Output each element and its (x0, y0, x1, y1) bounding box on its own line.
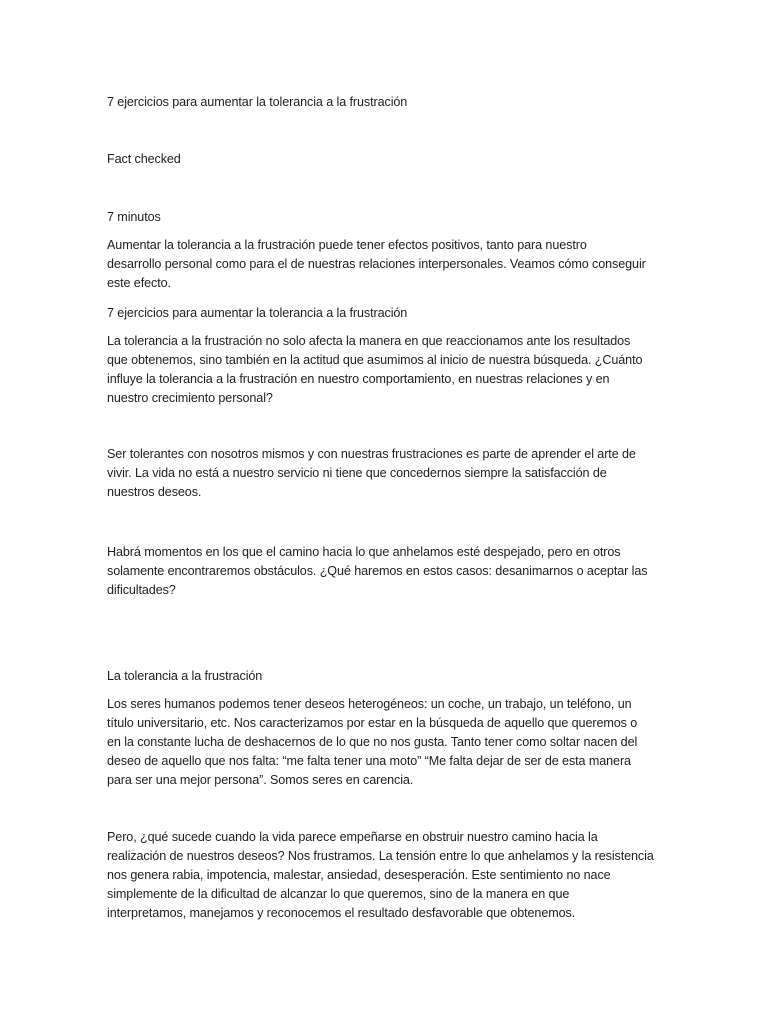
paragraph-5 (107, 828, 667, 923)
paragraph-line: interpretamos, manejamos y reconocemos el resultado desfavorable que obtenemos. (107, 906, 576, 920)
paragraph-line: influye la tolerancia a la frustración en nuestro comportamiento, en nuestras relaciones y en (107, 372, 610, 386)
paragraph-line: Ser tolerantes con nosotros mismos y con nuestras frustraciones es parte de aprender el arte de (107, 447, 636, 461)
paragraph-line: nuestro crecimiento personal? (107, 391, 273, 405)
fact-checked-label (107, 150, 667, 169)
paragraph-line: para ser una mejor persona”. Somos seres en carencia. (107, 773, 414, 787)
paragraph-line: nuestros deseos. (107, 485, 202, 499)
section-heading (107, 667, 667, 686)
paragraph-line: Habrá momentos en los que el camino hacia lo que anhelamos esté despejado, pero en otros (107, 545, 621, 559)
intro-paragraph (107, 236, 667, 293)
section-heading-text: La tolerancia a la frustración (107, 669, 263, 683)
fact-checked-text: Fact checked (107, 152, 181, 166)
paragraph-line: Los seres humanos podemos tener deseos heterogéneos: un coche, un trabajo, un teléfono, un (107, 697, 632, 711)
paragraph-line: Aumentar la tolerancia a la frustración puede tener efectos positivos, tanto para nuestro (107, 238, 587, 252)
paragraph-line: que obtenemos, sino también en la actitud que asumimos al inicio de nuestra búsqueda. ¿Cuánto (107, 353, 643, 367)
paragraph-line: simplemente de la dificultad de alcanzar lo que queremos, sino de la manera en que (107, 887, 570, 901)
paragraph-line: desarrollo personal como para el de nuestras relaciones interpersonales. Veamos cómo conseguir (107, 257, 646, 271)
paragraph-2 (107, 445, 667, 502)
read-time-text: 7 minutos (107, 210, 161, 224)
title-text: 7 ejercicios para aumentar la tolerancia a la frustración (107, 95, 408, 109)
paragraph-line: vivir. La vida no está a nuestro servicio ni tiene que concedernos siempre la satisfacción de (107, 466, 607, 480)
paragraph-4 (107, 695, 667, 790)
paragraph-line: deseo de aquello que nos falta: “me falta tener una moto” “Me falta dejar de ser de esta manera (107, 754, 631, 768)
subtitle (107, 304, 667, 323)
paragraph-line: solamente encontraremos obstáculos. ¿Qué haremos en estos casos: desanimarnos o aceptar las (107, 564, 648, 578)
paragraph-line: en la constante lucha de deshacernos de lo que no nos gusta. Tanto tener como soltar nacen del (107, 735, 638, 749)
paragraph-line: título universitario, etc. Nos caracterizamos por estar en la búsqueda de aquello que queremos o (107, 716, 638, 730)
document-title (107, 93, 667, 112)
paragraph-line: La tolerancia a la frustración no solo afecta la manera en que reaccionamos ante los resultados (107, 334, 631, 348)
paragraph-line: Pero, ¿qué sucede cuando la vida parece empeñarse en obstruir nuestro camino hacia la (107, 830, 598, 844)
paragraph-1 (107, 332, 667, 408)
subtitle-text: 7 ejercicios para aumentar la tolerancia a la frustración (107, 306, 408, 320)
paragraph-line: realización de nuestros deseos? Nos frustramos. La tensión entre lo que anhelamos y la resistencia (107, 849, 654, 863)
paragraph-line: nos genera rabia, impotencia, malestar, ansiedad, desesperación. Este sentimiento no nace (107, 868, 611, 882)
paragraph-line: este efecto. (107, 276, 171, 290)
paragraph-3 (107, 543, 667, 600)
read-time (107, 208, 667, 227)
paragraph-line: dificultades? (107, 583, 176, 597)
